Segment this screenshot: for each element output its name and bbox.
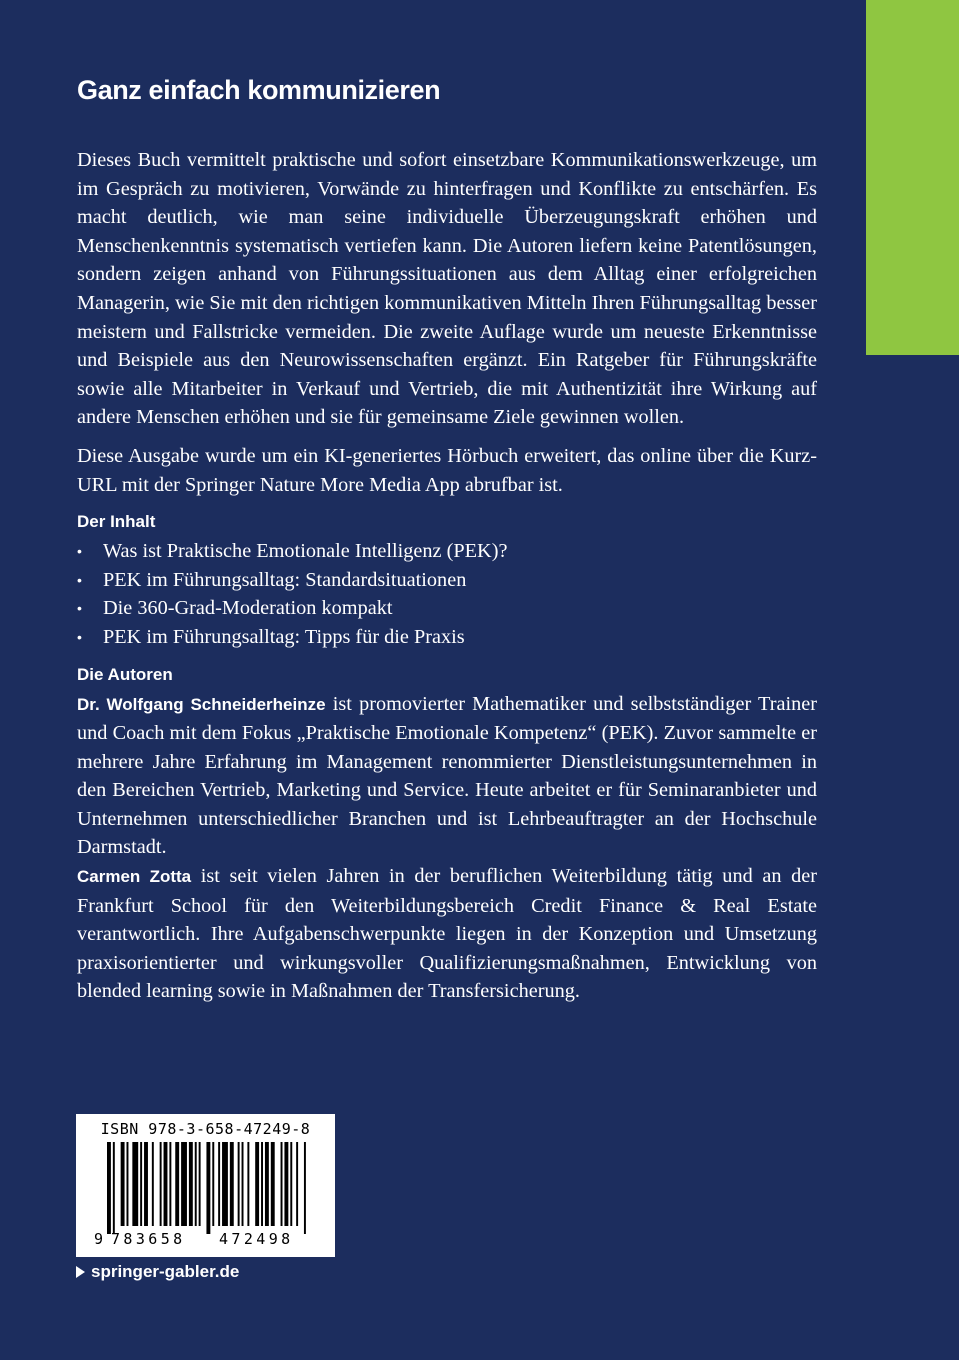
barcode-bar [265, 1142, 269, 1226]
author1-paragraph [77, 690, 817, 863]
list-item: • PEK im Führungsalltag: Standardsituationen [77, 566, 817, 595]
green-accent-bar [866, 0, 959, 355]
author2-paragraph [77, 862, 817, 1006]
list-item: • Die 360-Grad-Moderation kompakt [77, 594, 817, 623]
barcode-bar [169, 1142, 171, 1226]
author1-bio: ist promovierter Mathematiker und selbstständiger Trainer und Coach mit dem Fokus „Praktische Emotionale Kompetenz“ (PEK). Zuvor sammelte er mehrere Jahre Erfahrung im Management renommierter Dienstleistungsunternehmen in den Bereichen Vertrieb, Marketing und Service. Heute arbeitet er für Seminaranbieter und Unternehmen unterschiedlicher Branchen und ist Lehrbeauftragter an der Hochschule Darmstadt. [77, 692, 817, 859]
barcode-bar [281, 1142, 283, 1226]
bullet-icon: • [77, 628, 82, 645]
author2-bio: ist seit vielen Jahren in der beruflichen Weiterbildung tätig und an der Frankfurt School für den Weiterbildungsbereich Credit Finance & Real Estate verantwortlich. Ihre Aufgabenschwerpunkte liegen in der Konzeption und Umsetzung praxisorientierter und wirkungsvoller Qualifizierungsmaßnahmen, Entwicklung von blended learning sowie in Maßnahmen der Transfersicherung. [77, 865, 817, 1003]
barcode-bar [127, 1142, 129, 1226]
barcode-bar [218, 1142, 220, 1226]
barcode-bar [304, 1142, 306, 1234]
barcode-bar [175, 1142, 179, 1226]
barcode-bar [238, 1142, 240, 1226]
website-label: springer-gabler.de [91, 1262, 240, 1281]
barcode-bar [222, 1142, 228, 1226]
isbn-label: ISBN 978-3-658-47249-8 [100, 1120, 311, 1138]
list-item: • Was ist Praktische Emotionale Intelligenz (PEK)? [77, 537, 817, 566]
barcode-bar [195, 1142, 197, 1226]
barcode-bar [247, 1142, 249, 1226]
bullet-icon: • [77, 600, 82, 617]
author2-name: Carmen Zotta [77, 867, 192, 887]
cover-text-block [77, 70, 817, 1016]
barcode-bar [206, 1142, 210, 1234]
barcode-bar [189, 1142, 193, 1226]
authors-heading: Die Autoren [77, 664, 173, 684]
audiobook-note: Diese Ausgabe wurde um ein KI-generiertes Hörbuch erweitert, das online über die Kurz-URL mit der Springer Nature More Media App abrufbar ist. [77, 444, 817, 496]
barcode-bar [284, 1142, 288, 1226]
barcode-bar [242, 1142, 244, 1226]
barcode-bar [160, 1142, 162, 1226]
barcode-bar [199, 1142, 201, 1226]
publisher-website-link[interactable] [76, 1262, 239, 1282]
contents-list [77, 537, 817, 651]
arrow-right-icon [76, 1266, 85, 1278]
barcode-bar [132, 1142, 138, 1226]
barcode-bar [181, 1142, 187, 1226]
barcode-bar [212, 1142, 214, 1226]
bullet-icon: • [77, 543, 82, 560]
barcode-bar [296, 1142, 298, 1226]
barcode-bar [255, 1142, 259, 1226]
barcode-digit-prefix: 9 [94, 1230, 104, 1248]
barcode-bar [290, 1142, 292, 1226]
barcode-bar [152, 1142, 154, 1226]
description-paragraph: Dieses Buch vermittelt praktische und sofort einsetzbare Kommunikationswerkzeuge, um im Gespräch zu motivieren, Vorwände zu hinterfragen und Konflikte zu entschärfen. Es macht deutlich, wie man seine individuelle Überzeugungskraft erhöhen und Menschenkenntnis systematisch vertiefen kann. Die Autoren liefern keine Patentlösungen, sondern zeigen anhand von Führungssituationen aus dem Alltag einer erfolgreichen Managerin, wie Sie mit den richtigen kommunikativen Mitteln Ihren Führungsalltag besser meistern und Fallstricke vermeiden. Die zweite Auflage wurde um neueste Erkenntnisse und Beispiele aus den Neurowissenschaften ergänzt. Ein Ratgeber für Führungskräfte sowie alle Mitarbeiter in Verkauf und Vertrieb, die mit Authentizität ihre Wirkung auf andere Menschen erhöhen und sie für gemeinsame Ziele gewinnen wollen. [77, 149, 817, 429]
barcode-digits [76, 1230, 335, 1254]
barcode-bar [261, 1142, 263, 1226]
barcode-bar [230, 1142, 234, 1226]
barcode-digit-left: 783658 [111, 1230, 186, 1248]
barcode-bar [144, 1142, 148, 1226]
barcode-bar [271, 1142, 275, 1226]
book-title: Ganz einfach kommunizieren [77, 75, 441, 105]
barcode-bar [164, 1142, 168, 1226]
barcode-bar [140, 1142, 142, 1226]
barcode-bar [113, 1142, 115, 1234]
barcode-digit-right: 472498 [219, 1230, 294, 1248]
barcode-bars [76, 1142, 335, 1234]
contents-heading: Der Inhalt [77, 512, 156, 532]
barcode-bar [121, 1142, 125, 1226]
author1-name: Dr. Wolfgang Schneiderheinze [77, 694, 326, 714]
isbn-barcode [76, 1114, 335, 1257]
list-item: • PEK im Führungsalltag: Tipps für die Praxis [77, 623, 817, 652]
bullet-icon: • [77, 571, 82, 588]
barcode-bar [107, 1142, 111, 1234]
